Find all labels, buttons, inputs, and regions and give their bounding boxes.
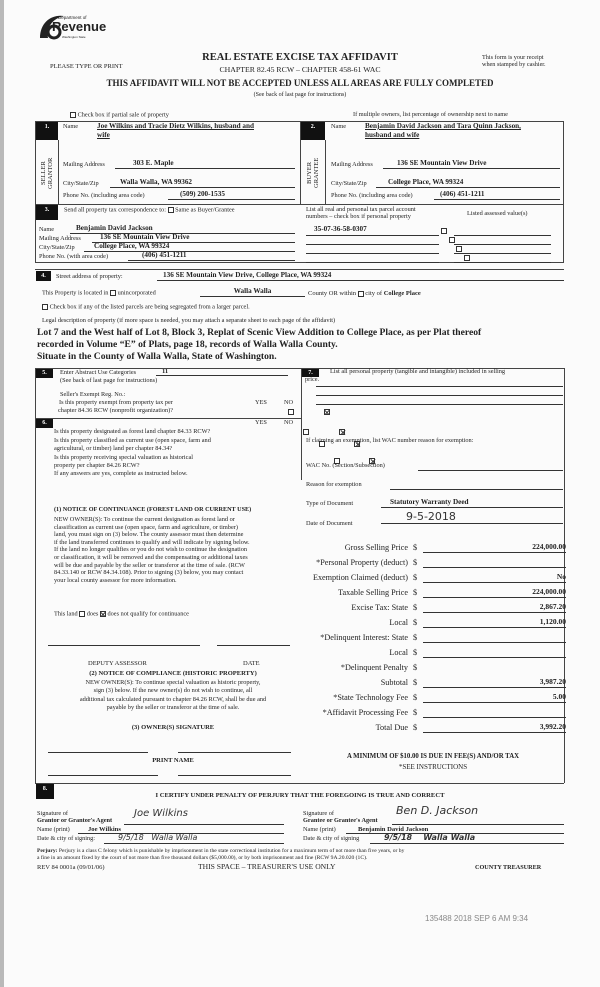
form-revision: REV 84 0001a (09/01/06) [37,864,105,871]
divider [35,368,36,783]
fee-value[interactable]: 224,000.00 [423,588,566,598]
notice-line: land, you must sign on (3) below. The county assessor must then determine [54,531,244,539]
grantor-city[interactable]: Walla Walla [151,833,198,842]
fee-value[interactable]: No [423,573,566,583]
forest-no-checkbox[interactable] [339,429,345,435]
form-chapter: CHAPTER 82.45 RCW – CHAPTER 458-61 WAC [219,65,381,74]
dollar-sign: $ [413,678,418,687]
see-back-note: (See back of last page for instructions) [253,92,347,98]
legal-description-line: recorded in Volume “E” of Plats, page 18, records of Walla Walla County. [37,339,338,350]
personal-property-line[interactable] [316,386,563,387]
dollar-sign: $ [413,618,418,627]
grantor-signature-of-label: Signature of [37,810,68,817]
fee-label: *Personal Property (deduct) [316,558,408,567]
type-or-print: PLEASE TYPE OR PRINT [50,63,123,70]
fee-row-taxable-selling-price [305,588,575,599]
historic-question: Is this property receiving special valuation as historical [54,454,194,461]
logo-state-text: Washington State [62,35,86,39]
parcel-number-field[interactable]: 35-07-36-58-0307 [306,226,439,236]
partial-sale-checkbox[interactable] [70,112,76,118]
corr-address-label: Mailing Address [39,235,81,242]
divider [35,204,564,205]
legal-description-label: Legal description of property (if more space is needed, you may attach a separate sheet to each page of the affidavit) [42,317,336,324]
exemption-label: If claiming an exemption, list WAC number reason for exemption: [306,437,474,444]
notice-line: if the land transferred continues to qualify and will indicate by signing below. [54,538,250,546]
exempt-yes-checkbox[interactable] [288,409,294,415]
form-warning: THIS AFFIDAVIT WILL NOT BE ACCEPTED UNLESS ALL AREAS ARE FULLY COMPLETED [106,78,494,88]
dollar-sign: $ [413,723,418,732]
see-instructions-note: *SEE INSTRUCTIONS [398,763,468,771]
same-as-buyer-checkbox[interactable] [168,207,174,213]
seller-name-field-line2[interactable]: wife [97,131,110,139]
buyer-name-label: Name [331,123,347,130]
section-5-number: 5. [36,369,53,378]
legal-description-line: Lot 7 and the West half of Lot 8, Block 3, Replat of Scenic View Addition to College Place, as per Plat thereof [37,327,482,338]
fee-label: Gross Selling Price [344,543,408,552]
print-name-label: PRINT NAME [152,757,194,764]
grantor-name-print-field[interactable]: Joe Wilkins [78,826,284,834]
personal-property-line[interactable] [316,404,563,405]
fee-label: Local [389,648,408,657]
deputy-assessor-label: DEPUTY ASSESSOR [88,660,147,667]
perjury-text-line2: a fine in an amount fixed by the court of not more than five thousand dollars ($5,000.00), or by both imprisonment and fine (RCW 9A.20.020 (1C). [37,855,368,861]
notice-line: If the land no longer qualifies or you do not wish to continue the designation [54,546,248,554]
notice-line: sign (3) below. If the new owner(s) do not wish to continue, all [93,687,253,695]
dollar-sign: $ [413,708,418,717]
legal-description-line: Situate in the County of Walla Walla, State of Washington. [37,351,277,362]
grantor-agent-label: Grantor or Grantor's Agent [37,817,113,824]
fee-label: Taxable Selling Price [338,588,408,597]
notice-line: additional tax calculated pursuant to chapter 84.26 RCW, shall be due and [79,695,267,703]
multiple-owners-note: If multiple owners, list percentage of ownership next to name [353,111,508,118]
seller-address-field[interactable]: 303 E. Maple [115,160,295,169]
does-label: does [86,610,99,618]
fee-row-delinquent-penalty [305,663,575,674]
grantee-agent-label: Grantee or Grantee's Agent [303,817,378,824]
buyer-name-field[interactable]: Benjamin David Jackson and Tara Quinn Jackson, [365,122,521,130]
dollar-sign: $ [413,633,418,642]
perjury-text: Perjury is a class C felony which is punishable by imprisonment in the state correctional institution for a maximum term of not more than five years, or by [58,848,405,854]
fee-row-gross-selling-price [305,543,575,554]
street-address-field[interactable]: 136 SE Mountain View Drive, College Place, WA 99324 [157,272,564,281]
fee-row-subtotal [305,678,575,689]
this-land-label: This land [54,610,78,618]
located-in-label: This Property is located in [42,289,109,297]
fee-row-excise-local [305,618,575,629]
section-7-number: 7. [302,369,319,377]
divider [58,140,59,204]
grantee-date[interactable]: 9/5/18 [384,833,413,842]
section-4-number: 4. [36,271,51,281]
fee-row-personal-property [305,558,575,569]
buyer-name-field-line2[interactable]: husband and wife [365,131,420,139]
grantee-name-print-label: Name (print) [303,826,336,833]
fee-row-exemption-claimed [305,573,575,584]
seller-name-field[interactable]: Joe Wilkins and Tracie Dietz Wilkins, husband and [97,122,254,130]
current-use-question-line2: agricultural, or timber) land per chapter 84.34? [54,445,173,452]
received-stamp: 135488 2018 SEP 6 AM 9:34 [425,914,529,923]
seller-grantor-label: SELLER GRANTOR [40,157,54,189]
current-use-question: Is this property classified as current use (open space, farm and [54,437,211,444]
grantor-date-city-label: Date & city of signing: [37,835,96,842]
fee-value[interactable] [423,648,566,658]
notice-line: will be due and payable by the seller or transferor at the time of sale. (RCW [54,561,245,569]
fee-label: *Delinquent Interest: State [320,633,408,642]
corr-city-field[interactable]: College Place, WA 99324 [84,243,295,252]
fee-label: *Affidavit Processing Fee [322,708,408,717]
historic-question-line2: property per chapter 84.26 RCW? [54,462,140,469]
divider [35,269,564,270]
segregated-label: Check box if any of the listed parcels are being segregated from a larger parcel. [49,303,250,311]
owner-signature-label: (3) OWNER(S) SIGNATURE [131,724,215,731]
revenue-logo [36,8,107,53]
buyer-phone-label: Phone No. (including area code) [331,192,413,199]
print-name-line[interactable] [48,775,158,776]
personal-property-line[interactable] [316,395,563,396]
buyer-grantee-label: BUYER GRANTEE [306,157,320,189]
assessor-date-label: DATE [243,660,260,667]
buyer-phone-field[interactable]: (406) 451-1211 [434,191,560,200]
fee-row-excise-state [305,603,575,614]
assessed-value-field[interactable] [454,253,551,263]
dollar-sign: $ [413,693,418,702]
seller-phone-field[interactable]: (509) 200-1535 [168,191,295,200]
notice-line: 84.33.140 or RCW 84.34.108). Prior to signing (3) below, you may contact [54,569,244,577]
send-correspondence-label: Send all property tax correspondence to: [64,206,166,214]
personal-property-checkbox[interactable] [441,228,447,234]
corr-name-label: Name [39,226,55,233]
county-or-label: County OR within [308,290,357,297]
city-value: College Place [383,290,421,297]
dollar-sign: $ [413,663,418,672]
corr-phone-label: Phone No. (with area code) [39,253,109,260]
forest-yes-checkbox[interactable] [303,429,309,435]
fee-value[interactable]: 2,867.20 [423,603,566,613]
does-not-qualify-checkbox[interactable] [100,611,106,617]
assessed-value-header: Listed assessed value(s) [467,210,528,217]
divider [301,368,302,480]
receipt-note-1: This form is your receipt [482,54,544,61]
does-not-label: does not qualify for continuance [107,610,189,618]
owner-signature-line[interactable] [48,752,148,753]
personal-property-label-line2: price. [305,376,320,383]
fee-label: Exemption Claimed (deduct) [312,573,408,582]
section-8-number: 8. [36,784,54,799]
county-field[interactable]: Walla Walla [200,288,305,297]
parcel-header-1: List all real and personal tax parcel account [306,206,416,213]
fee-value[interactable]: 3,992.20 [423,723,566,733]
section-1-number: 1. [36,122,58,140]
exempt-no-checkbox[interactable] [324,409,330,415]
seller-city-field[interactable]: Walla Walla, WA 99362 [110,179,295,188]
section-3-number: 3. [36,205,58,220]
doc-type-label: Type of Document [306,500,354,507]
corr-city-label: City/State/Zip [39,244,75,251]
fee-label: *State Technology Fee [333,693,408,702]
fee-value[interactable] [423,633,566,643]
grantee-date-city-label: Date & city of signing [303,835,360,842]
abstract-use-field[interactable]: 11 [156,368,288,376]
notice-line: payable by the seller or transferor at the time of sale. [106,704,240,712]
notice-line: your local county assessor for more information. [54,576,177,584]
grantor-date[interactable]: 9/5/18 [118,833,144,842]
same-as-buyer-label: Same as Buyer/Grantee [175,206,235,214]
fee-label: Excise Tax: State [351,603,408,612]
buyer-city-label: City/State/Zip [331,180,367,187]
no-header: NO [284,399,294,406]
fee-label: Local [389,618,408,627]
dollar-sign: $ [413,573,418,582]
fee-row-state-technology-fee [305,693,575,704]
within-city-checkbox[interactable] [358,291,364,297]
dollar-sign: $ [413,648,418,657]
notice-compliance-title: (2) NOTICE OF COMPLIANCE (HISTORIC PROPERTY) [89,670,257,677]
buyer-address-label: Mailing Address [331,161,373,168]
buyer-address-field[interactable]: 136 SE Mountain View Drive [383,160,560,169]
partial-sale-label: Check box if partial sale of property [77,111,169,119]
fee-value[interactable] [423,558,566,568]
grantee-city[interactable]: Walla Walla [423,833,476,842]
form-title: REAL ESTATE EXCISE TAX AFFIDAVIT [202,52,398,63]
dollar-sign: $ [413,588,418,597]
divider [325,140,326,204]
scan-edge [0,0,4,987]
receipt-note-2: when stamped by cashier. [482,61,546,68]
section-6-number: 6. [36,419,53,428]
notice-compliance-text [48,679,298,713]
notice-line: NEW OWNER(S): To continue the current designation as forest land or [54,516,235,523]
notice-continuance-title: (1) NOTICE OF CONTINUANCE (FOREST LAND OR CURRENT USE) [54,506,252,513]
grantee-signature-of-label: Signature of [303,810,334,817]
personal-property-label: List all personal property (tangible and intangible) included in selling [330,368,506,375]
exempt-question: Is this property exempt from property tax per [59,399,173,406]
reason-field[interactable] [390,482,563,490]
notice-continuance-text [54,516,297,584]
corr-phone-field[interactable]: (406) 451-1211 [128,252,295,261]
doc-date-field[interactable]: 9-5-2018 [381,511,563,524]
seller-name-label: Name [63,123,79,130]
fee-value[interactable]: 3,987.20 [423,678,566,688]
grantor-signature[interactable]: Joe Wilkins [124,808,284,825]
fee-row-affidavit-processing-fee [305,708,575,719]
deputy-assessor-signature-line[interactable] [48,645,200,646]
buyer-city-field[interactable]: College Place, WA 99324 [376,179,560,188]
street-address-label: Street address of property: [56,273,123,280]
fee-value[interactable] [423,708,566,718]
fee-row-total-due [305,723,575,734]
does-qualify-checkbox[interactable] [79,611,85,617]
seller-phone-label: Phone No. (including area code) [63,192,145,199]
notice-line: NEW OWNER(S): To continue special valuation as historic property, [85,679,261,686]
fee-label: Total Due [375,723,408,732]
divider [35,783,564,784]
owner-signature-line[interactable] [178,752,291,753]
fee-value[interactable]: 5.00 [423,693,566,703]
if-yes-note: If any answers are yes, complete as instructed below. [54,470,188,477]
fee-label: Subtotal [380,678,408,687]
city-of-label: city of [365,290,383,297]
notice-line: or classification, it will be removed and the compensating or additional taxes [54,553,248,561]
sec5-see-back: (See back of last page for instructions) [60,377,158,384]
corr-address-field[interactable]: 136 SE Mountain View Drive [92,234,295,243]
yes-header: YES [255,399,267,406]
assessor-date-line[interactable] [217,645,290,646]
notice-line: classification as current use (open space, farm and agriculture, or timber) [54,523,238,531]
wac-field[interactable] [418,463,563,471]
seller-city-label: City/State/Zip [63,180,99,187]
abstract-use-label: Enter Abstract Use Categories [60,369,137,376]
partial-sale-row[interactable] [70,112,169,119]
seller-address-label: Mailing Address [63,161,105,168]
fee-label: *Delinquent Penalty [340,663,408,672]
unincorporated-checkbox[interactable] [110,290,116,296]
exempt-question-line2: chapter 84.36 RCW (nonprofit organization)? [58,407,174,414]
parcel-number-field[interactable] [306,253,439,263]
county-treasurer-label: COUNTY TREASURER [475,864,542,871]
fee-value[interactable] [423,663,566,673]
unincorporated-label: unincorporated [117,289,156,297]
grantee-signature[interactable]: Ben D. Jackson [392,805,564,825]
fee-value[interactable]: 1,120.00 [423,618,566,628]
treasurer-space-label: THIS SPACE – TREASURER'S USE ONLY [198,862,336,871]
yes-header: YES [255,419,267,426]
section-2-number: 2. [301,122,325,140]
fee-row-delinquent-interest-state [305,633,575,644]
no-header: NO [284,419,294,426]
perjury-label: Perjury: [37,848,58,854]
forest-land-question: Is this property designated as forest land chapter 84.33 RCW? [54,428,211,435]
grantor-name-print-label: Name (print) [37,826,70,833]
wac-label: WAC No. (Section/Subsection) [306,462,385,469]
doc-type-field[interactable]: Statutory Warranty Deed [381,499,563,508]
dollar-sign: $ [413,543,418,552]
logo-dept-text: Department of [58,15,87,20]
segregated-checkbox[interactable] [42,304,48,310]
grantee-name-print-field[interactable]: Benjamin David Jackson [346,826,564,834]
corr-name-field[interactable]: Benjamin David Jackson [70,225,295,234]
doc-date-label: Date of Document [306,520,353,527]
certify-statement: I CERTIFY UNDER PENALTY OF PERJURY THAT THE FOREGOING IS TRUE AND CORRECT [155,792,445,799]
print-name-line[interactable] [178,775,291,776]
minimum-due-note: A MINIMUM OF $10.00 IS DUE IN FEE(S) AND/OR TAX [346,753,520,760]
fee-row-delinquent-interest-local [305,648,575,659]
logo-name-text: Revenue [52,19,107,34]
dollar-sign: $ [413,603,418,612]
reason-label: Reason for exemption [306,481,362,488]
fee-value[interactable]: 224,000.00 [423,543,566,553]
parcel-header-2: numbers – check box if personal property [306,213,411,220]
exempt-reg-label: Seller's Exempt Reg. No.: [60,391,126,398]
dollar-sign: $ [413,558,418,567]
